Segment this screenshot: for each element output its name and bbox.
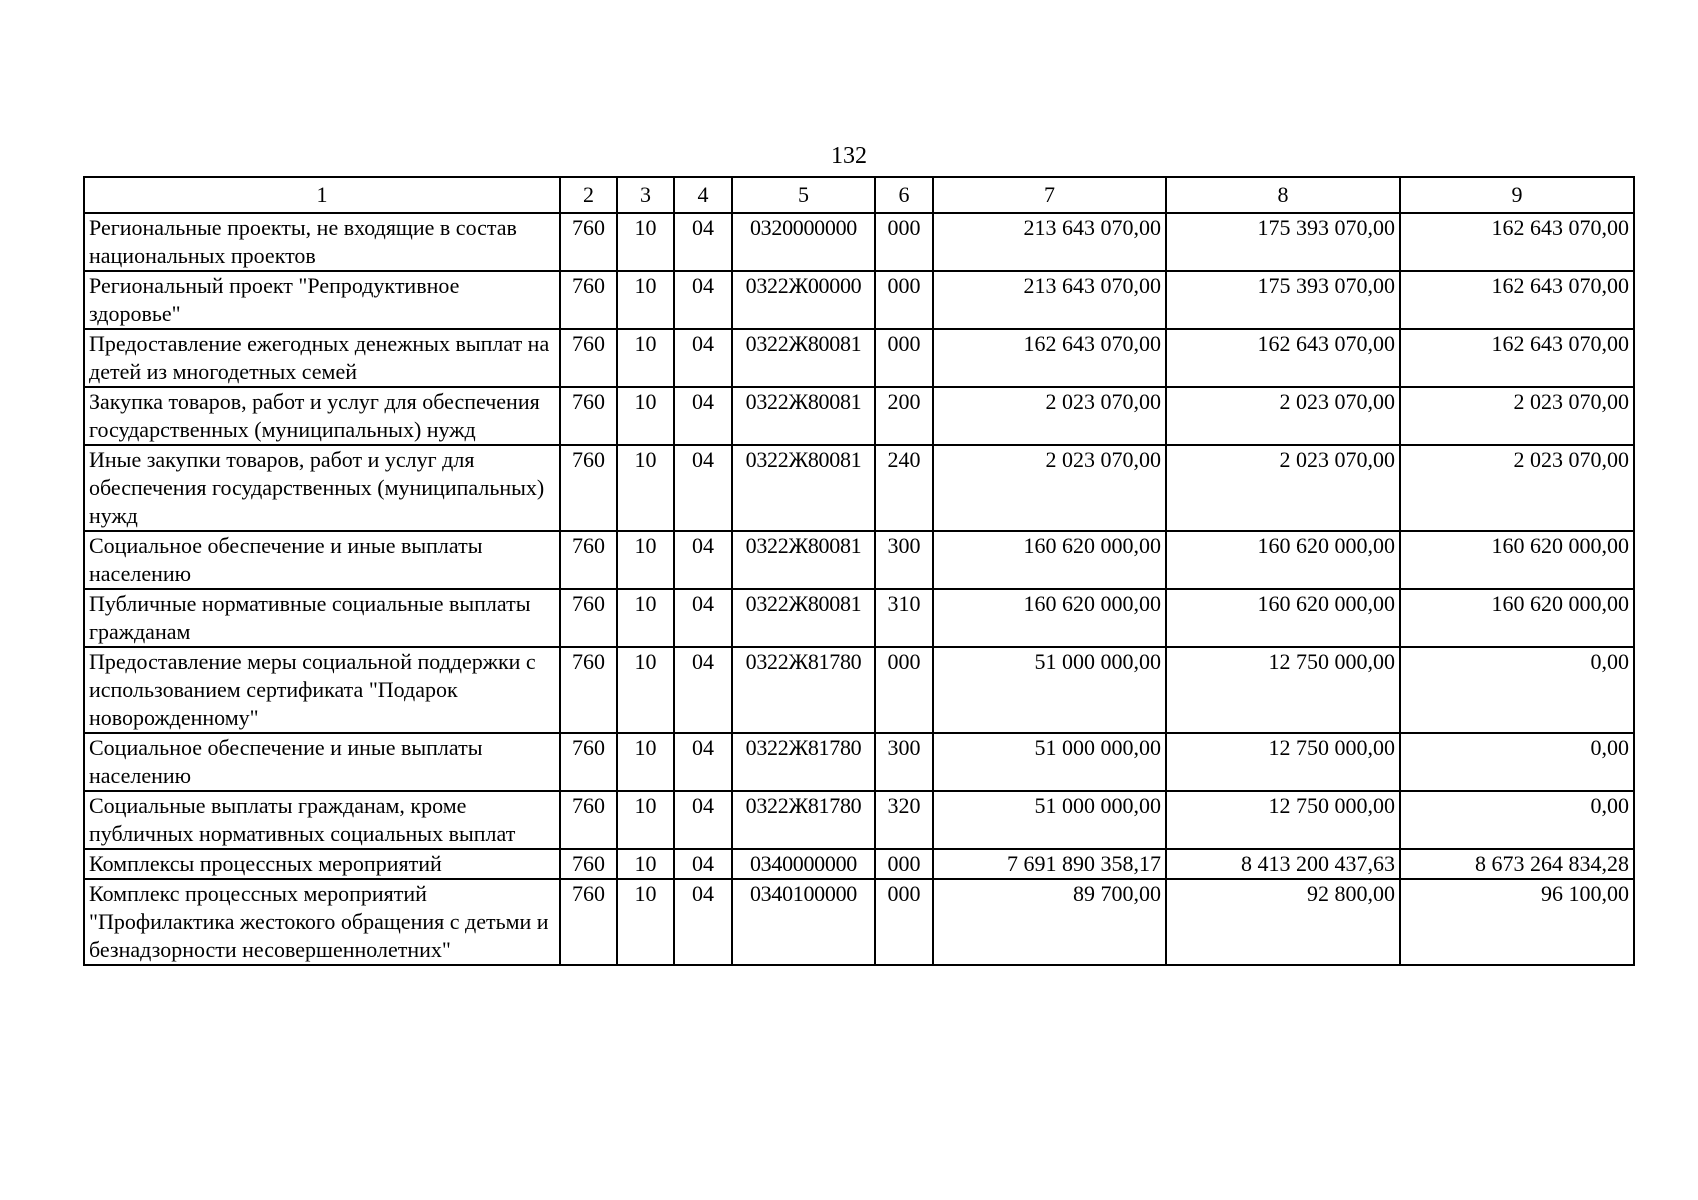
header-cell: 7 <box>933 177 1166 213</box>
cell-ministry: 760 <box>560 647 617 733</box>
cell-subsection: 04 <box>674 791 732 849</box>
cell-expense-type: 320 <box>875 791 933 849</box>
cell-amount-9: 8 673 264 834,28 <box>1400 849 1634 879</box>
cell-subsection: 04 <box>674 329 732 387</box>
cell-amount-8: 175 393 070,00 <box>1166 213 1400 271</box>
cell-expense-type: 000 <box>875 213 933 271</box>
cell-ministry: 760 <box>560 849 617 879</box>
cell-target-article: 0340000000 <box>732 849 875 879</box>
cell-ministry: 760 <box>560 271 617 329</box>
header-cell: 4 <box>674 177 732 213</box>
row-name: Комплекс процессных мероприятий "Профилактика жестокого обращения с детьми и безнадзорности несовершеннолетних" <box>84 879 560 965</box>
cell-section: 10 <box>617 445 674 531</box>
cell-amount-7: 160 620 000,00 <box>933 531 1166 589</box>
table-row <box>84 271 1634 329</box>
cell-target-article: 0320000000 <box>732 213 875 271</box>
row-name: Предоставление ежегодных денежных выплат на детей из многодетных семей <box>84 329 560 387</box>
cell-subsection: 04 <box>674 387 732 445</box>
header-cell: 2 <box>560 177 617 213</box>
cell-amount-9: 96 100,00 <box>1400 879 1634 965</box>
cell-section: 10 <box>617 329 674 387</box>
cell-ministry: 760 <box>560 387 617 445</box>
table-row <box>84 849 1634 879</box>
cell-amount-9: 0,00 <box>1400 733 1634 791</box>
cell-amount-9: 160 620 000,00 <box>1400 531 1634 589</box>
cell-ministry: 760 <box>560 329 617 387</box>
header-cell: 8 <box>1166 177 1400 213</box>
cell-amount-8: 160 620 000,00 <box>1166 589 1400 647</box>
cell-amount-7: 51 000 000,00 <box>933 733 1166 791</box>
cell-subsection: 04 <box>674 849 732 879</box>
cell-subsection: 04 <box>674 589 732 647</box>
cell-amount-9: 162 643 070,00 <box>1400 329 1634 387</box>
cell-amount-7: 160 620 000,00 <box>933 589 1166 647</box>
table-row <box>84 531 1634 589</box>
table-row <box>84 445 1634 531</box>
cell-expense-type: 300 <box>875 531 933 589</box>
cell-amount-8: 8 413 200 437,63 <box>1166 849 1400 879</box>
budget-table <box>83 176 1635 966</box>
cell-section: 10 <box>617 791 674 849</box>
cell-expense-type: 000 <box>875 647 933 733</box>
cell-section: 10 <box>617 531 674 589</box>
cell-amount-7: 2 023 070,00 <box>933 387 1166 445</box>
row-name: Социальное обеспечение и иные выплаты населению <box>84 531 560 589</box>
cell-amount-8: 160 620 000,00 <box>1166 531 1400 589</box>
cell-section: 10 <box>617 589 674 647</box>
cell-target-article: 0322Ж80081 <box>732 329 875 387</box>
cell-expense-type: 000 <box>875 849 933 879</box>
cell-target-article: 0322Ж80081 <box>732 387 875 445</box>
row-name: Предоставление меры социальной поддержки с использованием сертификата "Подарок новорожденному" <box>84 647 560 733</box>
cell-amount-8: 162 643 070,00 <box>1166 329 1400 387</box>
page-number: 132 <box>831 143 867 169</box>
cell-amount-7: 2 023 070,00 <box>933 445 1166 531</box>
header-cell: 5 <box>732 177 875 213</box>
cell-section: 10 <box>617 271 674 329</box>
row-name: Региональный проект "Репродуктивное здоровье" <box>84 271 560 329</box>
cell-amount-8: 2 023 070,00 <box>1166 387 1400 445</box>
cell-section: 10 <box>617 733 674 791</box>
cell-amount-8: 2 023 070,00 <box>1166 445 1400 531</box>
cell-expense-type: 000 <box>875 271 933 329</box>
cell-amount-7: 213 643 070,00 <box>933 271 1166 329</box>
cell-target-article: 0322Ж81780 <box>732 647 875 733</box>
table-row <box>84 733 1634 791</box>
cell-ministry: 760 <box>560 445 617 531</box>
cell-target-article: 0322Ж00000 <box>732 271 875 329</box>
cell-amount-8: 12 750 000,00 <box>1166 791 1400 849</box>
cell-section: 10 <box>617 849 674 879</box>
cell-subsection: 04 <box>674 733 732 791</box>
cell-subsection: 04 <box>674 445 732 531</box>
header-cell: 1 <box>84 177 560 213</box>
cell-amount-9: 2 023 070,00 <box>1400 387 1634 445</box>
row-name: Социальные выплаты гражданам, кроме публичных нормативных социальных выплат <box>84 791 560 849</box>
cell-amount-7: 51 000 000,00 <box>933 791 1166 849</box>
cell-ministry: 760 <box>560 531 617 589</box>
cell-amount-9: 162 643 070,00 <box>1400 213 1634 271</box>
table-row <box>84 879 1634 965</box>
cell-expense-type: 310 <box>875 589 933 647</box>
header-cell: 6 <box>875 177 933 213</box>
cell-section: 10 <box>617 387 674 445</box>
row-name: Публичные нормативные социальные выплаты гражданам <box>84 589 560 647</box>
header-row <box>84 177 1634 213</box>
cell-amount-9: 0,00 <box>1400 791 1634 849</box>
cell-amount-7: 89 700,00 <box>933 879 1166 965</box>
cell-ministry: 760 <box>560 879 617 965</box>
cell-amount-9: 2 023 070,00 <box>1400 445 1634 531</box>
cell-ministry: 760 <box>560 733 617 791</box>
cell-target-article: 0340100000 <box>732 879 875 965</box>
cell-subsection: 04 <box>674 213 732 271</box>
table-row <box>84 791 1634 849</box>
table-row <box>84 387 1634 445</box>
row-name: Региональные проекты, не входящие в состав национальных проектов <box>84 213 560 271</box>
cell-expense-type: 300 <box>875 733 933 791</box>
cell-expense-type: 000 <box>875 329 933 387</box>
table-row <box>84 647 1634 733</box>
cell-target-article: 0322Ж81780 <box>732 733 875 791</box>
table-row <box>84 329 1634 387</box>
cell-expense-type: 000 <box>875 879 933 965</box>
cell-section: 10 <box>617 213 674 271</box>
cell-expense-type: 200 <box>875 387 933 445</box>
cell-amount-8: 12 750 000,00 <box>1166 647 1400 733</box>
cell-section: 10 <box>617 647 674 733</box>
row-name: Иные закупки товаров, работ и услуг для обеспечения государственных (муниципальных) нужд <box>84 445 560 531</box>
cell-subsection: 04 <box>674 647 732 733</box>
cell-target-article: 0322Ж80081 <box>732 445 875 531</box>
cell-subsection: 04 <box>674 271 732 329</box>
cell-amount-7: 7 691 890 358,17 <box>933 849 1166 879</box>
cell-target-article: 0322Ж80081 <box>732 531 875 589</box>
cell-amount-7: 162 643 070,00 <box>933 329 1166 387</box>
cell-ministry: 760 <box>560 589 617 647</box>
row-name: Комплексы процессных мероприятий <box>84 849 560 879</box>
cell-expense-type: 240 <box>875 445 933 531</box>
cell-section: 10 <box>617 879 674 965</box>
table-row <box>84 213 1634 271</box>
cell-ministry: 760 <box>560 213 617 271</box>
header-cell: 9 <box>1400 177 1634 213</box>
table-row <box>84 589 1634 647</box>
cell-subsection: 04 <box>674 531 732 589</box>
row-name: Социальное обеспечение и иные выплаты населению <box>84 733 560 791</box>
cell-ministry: 760 <box>560 791 617 849</box>
cell-amount-9: 162 643 070,00 <box>1400 271 1634 329</box>
cell-target-article: 0322Ж80081 <box>732 589 875 647</box>
cell-target-article: 0322Ж81780 <box>732 791 875 849</box>
cell-amount-8: 12 750 000,00 <box>1166 733 1400 791</box>
cell-subsection: 04 <box>674 879 732 965</box>
cell-amount-7: 51 000 000,00 <box>933 647 1166 733</box>
cell-amount-8: 92 800,00 <box>1166 879 1400 965</box>
cell-amount-9: 160 620 000,00 <box>1400 589 1634 647</box>
cell-amount-7: 213 643 070,00 <box>933 213 1166 271</box>
cell-amount-8: 175 393 070,00 <box>1166 271 1400 329</box>
row-name: Закупка товаров, работ и услуг для обеспечения государственных (муниципальных) нужд <box>84 387 560 445</box>
header-cell: 3 <box>617 177 674 213</box>
cell-amount-9: 0,00 <box>1400 647 1634 733</box>
